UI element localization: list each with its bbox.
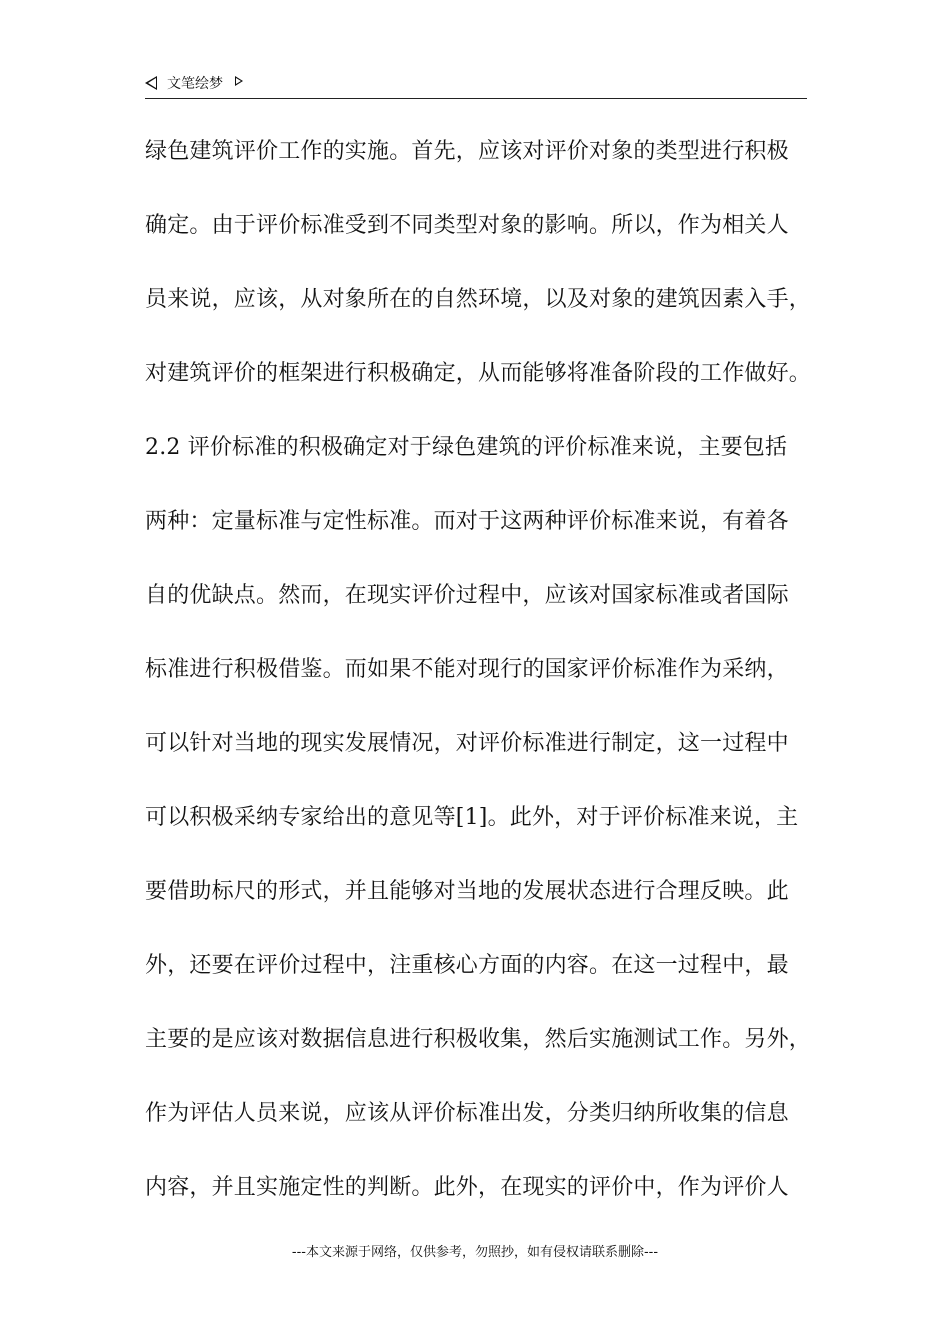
- text-line: 外，还要在评价过程中，注重核心方面的内容。在这一过程中，最: [145, 953, 789, 978]
- text-line: 自的优缺点。然而，在现实评价过程中，应该对国家标准或者国际: [145, 583, 789, 608]
- text-line: 标准进行积极借鉴。而如果不能对现行的国家评价标准作为采纳，: [145, 657, 789, 682]
- text-line: 对建筑评价的框架进行积极确定，从而能够将准备阶段的工作做好。: [145, 361, 812, 386]
- text-line: 作为评估人员来说，应该从评价标准出发，分类归纳所收集的信息: [145, 1101, 789, 1126]
- text-line: 主要的是应该对数据信息进行积极收集，然后实施测试工作。另外，: [145, 1027, 812, 1052]
- triangle-left-icon: [145, 76, 157, 90]
- text-line: 绿色建筑评价工作的实施。首先，应该对评价对象的类型进行积极: [145, 139, 789, 164]
- footer-disclaimer: ---本文来源于网络，仅供参考，勿照抄，如有侵权请联系删除---: [291, 1245, 659, 1260]
- text-line: 2.2 评价标准的积极确定对于绿色建筑的评价标准来说，主要包括: [145, 435, 788, 460]
- text-line: 可以针对当地的现实发展情况，对评价标准进行制定，这一过程中: [145, 731, 789, 756]
- text-line: 确定。由于评价标准受到不同类型对象的影响。所以，作为相关人: [145, 213, 789, 238]
- text-line: 员来说，应该，从对象所在的自然环境，以及对象的建筑因素入手，: [145, 287, 812, 312]
- triangle-right-icon: [235, 76, 243, 86]
- page-header: [145, 74, 807, 99]
- text-line: 两种：定量标准与定性标准。而对于这两种评价标准来说，有着各: [145, 509, 789, 534]
- text-line: 要借助标尺的形式，并且能够对当地的发展状态进行合理反映。此: [145, 879, 789, 904]
- header-title: 文笔绘梦: [167, 76, 223, 92]
- text-line: 内容，并且实施定性的判断。此外，在现实的评价中，作为评价人: [145, 1175, 789, 1200]
- document-body: [145, 132, 825, 1242]
- text-line: 可以积极采纳专家给出的意见等[1]。此外，对于评价标准来说，主: [145, 805, 799, 830]
